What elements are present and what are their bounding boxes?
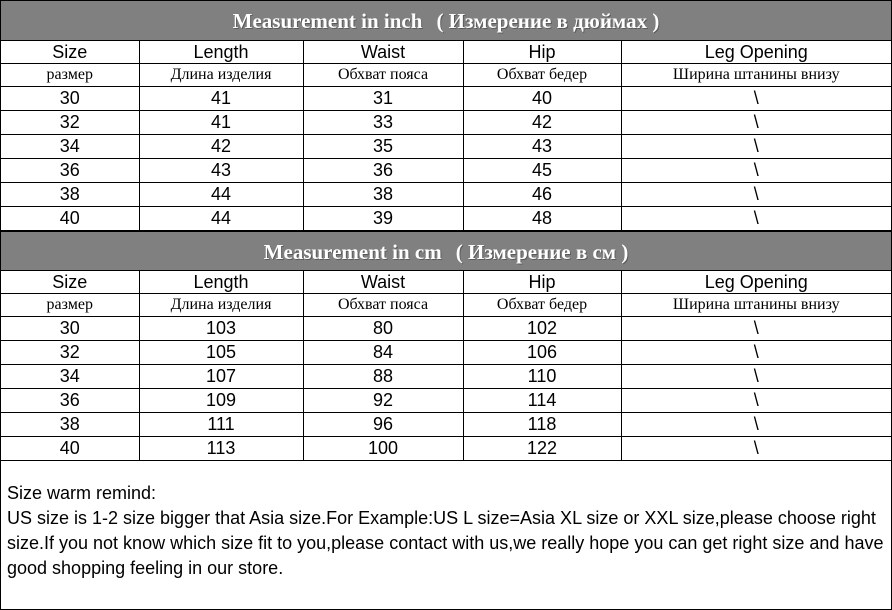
header-hip: Hip bbox=[463, 271, 621, 294]
cell-hip: 114 bbox=[463, 389, 621, 413]
cell-size: 38 bbox=[1, 413, 139, 437]
cell-length: 105 bbox=[139, 341, 303, 365]
cell-hip: 40 bbox=[463, 87, 621, 111]
header-length-ru: Длина изделия bbox=[139, 64, 303, 87]
inch-title-ru: ( Измерение в дюймах ) bbox=[436, 9, 660, 33]
cell-hip: 122 bbox=[463, 437, 621, 461]
header-size-ru: размер bbox=[1, 294, 139, 317]
cell-leg-opening: \ bbox=[621, 341, 891, 365]
table-row bbox=[1, 135, 891, 159]
cell-waist: 96 bbox=[303, 413, 463, 437]
header-size: Size bbox=[1, 41, 139, 64]
cell-leg-opening: \ bbox=[621, 389, 891, 413]
cell-length: 111 bbox=[139, 413, 303, 437]
inch-header-row-ru bbox=[1, 64, 891, 87]
header-hip-ru: Обхват бедер bbox=[463, 64, 621, 87]
header-waist: Waist bbox=[303, 41, 463, 64]
header-waist: Waist bbox=[303, 271, 463, 294]
cell-waist: 100 bbox=[303, 437, 463, 461]
cell-length: 44 bbox=[139, 183, 303, 207]
cell-waist: 36 bbox=[303, 159, 463, 183]
cell-size: 34 bbox=[1, 135, 139, 159]
size-remind-note bbox=[1, 461, 891, 581]
table-row bbox=[1, 183, 891, 207]
cell-hip: 42 bbox=[463, 111, 621, 135]
cell-length: 113 bbox=[139, 437, 303, 461]
cell-leg-opening: \ bbox=[621, 87, 891, 111]
note-body: US size is 1-2 size bigger that Asia size.For Example:US L size=Asia XL size or XXL size,please choose right size.If you not know which size fit to you,please contact with us,we really hope you can get right size and have good shopping feeling in our store. bbox=[7, 508, 884, 578]
table-row bbox=[1, 341, 891, 365]
inch-section-title bbox=[1, 1, 891, 41]
cell-waist: 80 bbox=[303, 317, 463, 341]
cell-size: 40 bbox=[1, 207, 139, 231]
cell-size: 32 bbox=[1, 111, 139, 135]
cell-leg-opening: \ bbox=[621, 135, 891, 159]
header-leg-opening-ru: Ширина штанины внизу bbox=[621, 294, 891, 317]
header-leg-opening: Leg Opening bbox=[621, 41, 891, 64]
cell-length: 41 bbox=[139, 87, 303, 111]
cm-header-row-ru bbox=[1, 294, 891, 317]
header-leg-opening: Leg Opening bbox=[621, 271, 891, 294]
header-length-ru: Длина изделия bbox=[139, 294, 303, 317]
cell-hip: 45 bbox=[463, 159, 621, 183]
header-hip-ru: Обхват бедер bbox=[463, 294, 621, 317]
cell-size: 36 bbox=[1, 389, 139, 413]
inch-title-en: Measurement in inch bbox=[232, 9, 423, 33]
cell-length: 43 bbox=[139, 159, 303, 183]
header-size: Size bbox=[1, 271, 139, 294]
header-length: Length bbox=[139, 271, 303, 294]
table-row bbox=[1, 207, 891, 231]
cell-leg-opening: \ bbox=[621, 437, 891, 461]
cell-waist: 84 bbox=[303, 341, 463, 365]
inch-table bbox=[1, 41, 891, 231]
table-row bbox=[1, 111, 891, 135]
cell-waist: 88 bbox=[303, 365, 463, 389]
cell-size: 34 bbox=[1, 365, 139, 389]
cell-leg-opening: \ bbox=[621, 413, 891, 437]
cm-section-title bbox=[1, 231, 891, 271]
header-size-ru: размер bbox=[1, 64, 139, 87]
header-hip: Hip bbox=[463, 41, 621, 64]
cell-length: 103 bbox=[139, 317, 303, 341]
table-row bbox=[1, 159, 891, 183]
cell-waist: 92 bbox=[303, 389, 463, 413]
table-row bbox=[1, 365, 891, 389]
cell-length: 109 bbox=[139, 389, 303, 413]
cell-waist: 38 bbox=[303, 183, 463, 207]
cell-length: 107 bbox=[139, 365, 303, 389]
cell-length: 41 bbox=[139, 111, 303, 135]
table-row bbox=[1, 389, 891, 413]
header-waist-ru: Обхват пояса bbox=[303, 294, 463, 317]
cell-hip: 48 bbox=[463, 207, 621, 231]
table-row bbox=[1, 87, 891, 111]
cell-leg-opening: \ bbox=[621, 317, 891, 341]
header-waist-ru: Обхват пояса bbox=[303, 64, 463, 87]
cell-leg-opening: \ bbox=[621, 111, 891, 135]
cell-size: 40 bbox=[1, 437, 139, 461]
cell-leg-opening: \ bbox=[621, 365, 891, 389]
cell-size: 36 bbox=[1, 159, 139, 183]
cell-hip: 43 bbox=[463, 135, 621, 159]
cell-size: 30 bbox=[1, 317, 139, 341]
cell-hip: 106 bbox=[463, 341, 621, 365]
cell-leg-opening: \ bbox=[621, 183, 891, 207]
cell-hip: 118 bbox=[463, 413, 621, 437]
cm-table bbox=[1, 271, 891, 461]
table-row bbox=[1, 317, 891, 341]
cell-length: 44 bbox=[139, 207, 303, 231]
cell-waist: 35 bbox=[303, 135, 463, 159]
cell-waist: 33 bbox=[303, 111, 463, 135]
inch-header-row-en bbox=[1, 41, 891, 64]
cell-hip: 110 bbox=[463, 365, 621, 389]
cell-waist: 39 bbox=[303, 207, 463, 231]
cell-size: 38 bbox=[1, 183, 139, 207]
table-row bbox=[1, 413, 891, 437]
cell-size: 30 bbox=[1, 87, 139, 111]
cell-length: 42 bbox=[139, 135, 303, 159]
cm-title-ru: ( Измерение в см ) bbox=[455, 240, 629, 264]
cell-waist: 31 bbox=[303, 87, 463, 111]
header-length: Length bbox=[139, 41, 303, 64]
header-leg-opening-ru: Ширина штанины внизу bbox=[621, 64, 891, 87]
note-title: Size warm remind: bbox=[7, 483, 157, 503]
cm-title-en: Measurement in cm bbox=[263, 240, 442, 264]
cell-leg-opening: \ bbox=[621, 159, 891, 183]
cell-hip: 102 bbox=[463, 317, 621, 341]
cell-leg-opening: \ bbox=[621, 207, 891, 231]
cell-hip: 46 bbox=[463, 183, 621, 207]
table-row bbox=[1, 437, 891, 461]
cm-header-row-en bbox=[1, 271, 891, 294]
cell-size: 32 bbox=[1, 341, 139, 365]
